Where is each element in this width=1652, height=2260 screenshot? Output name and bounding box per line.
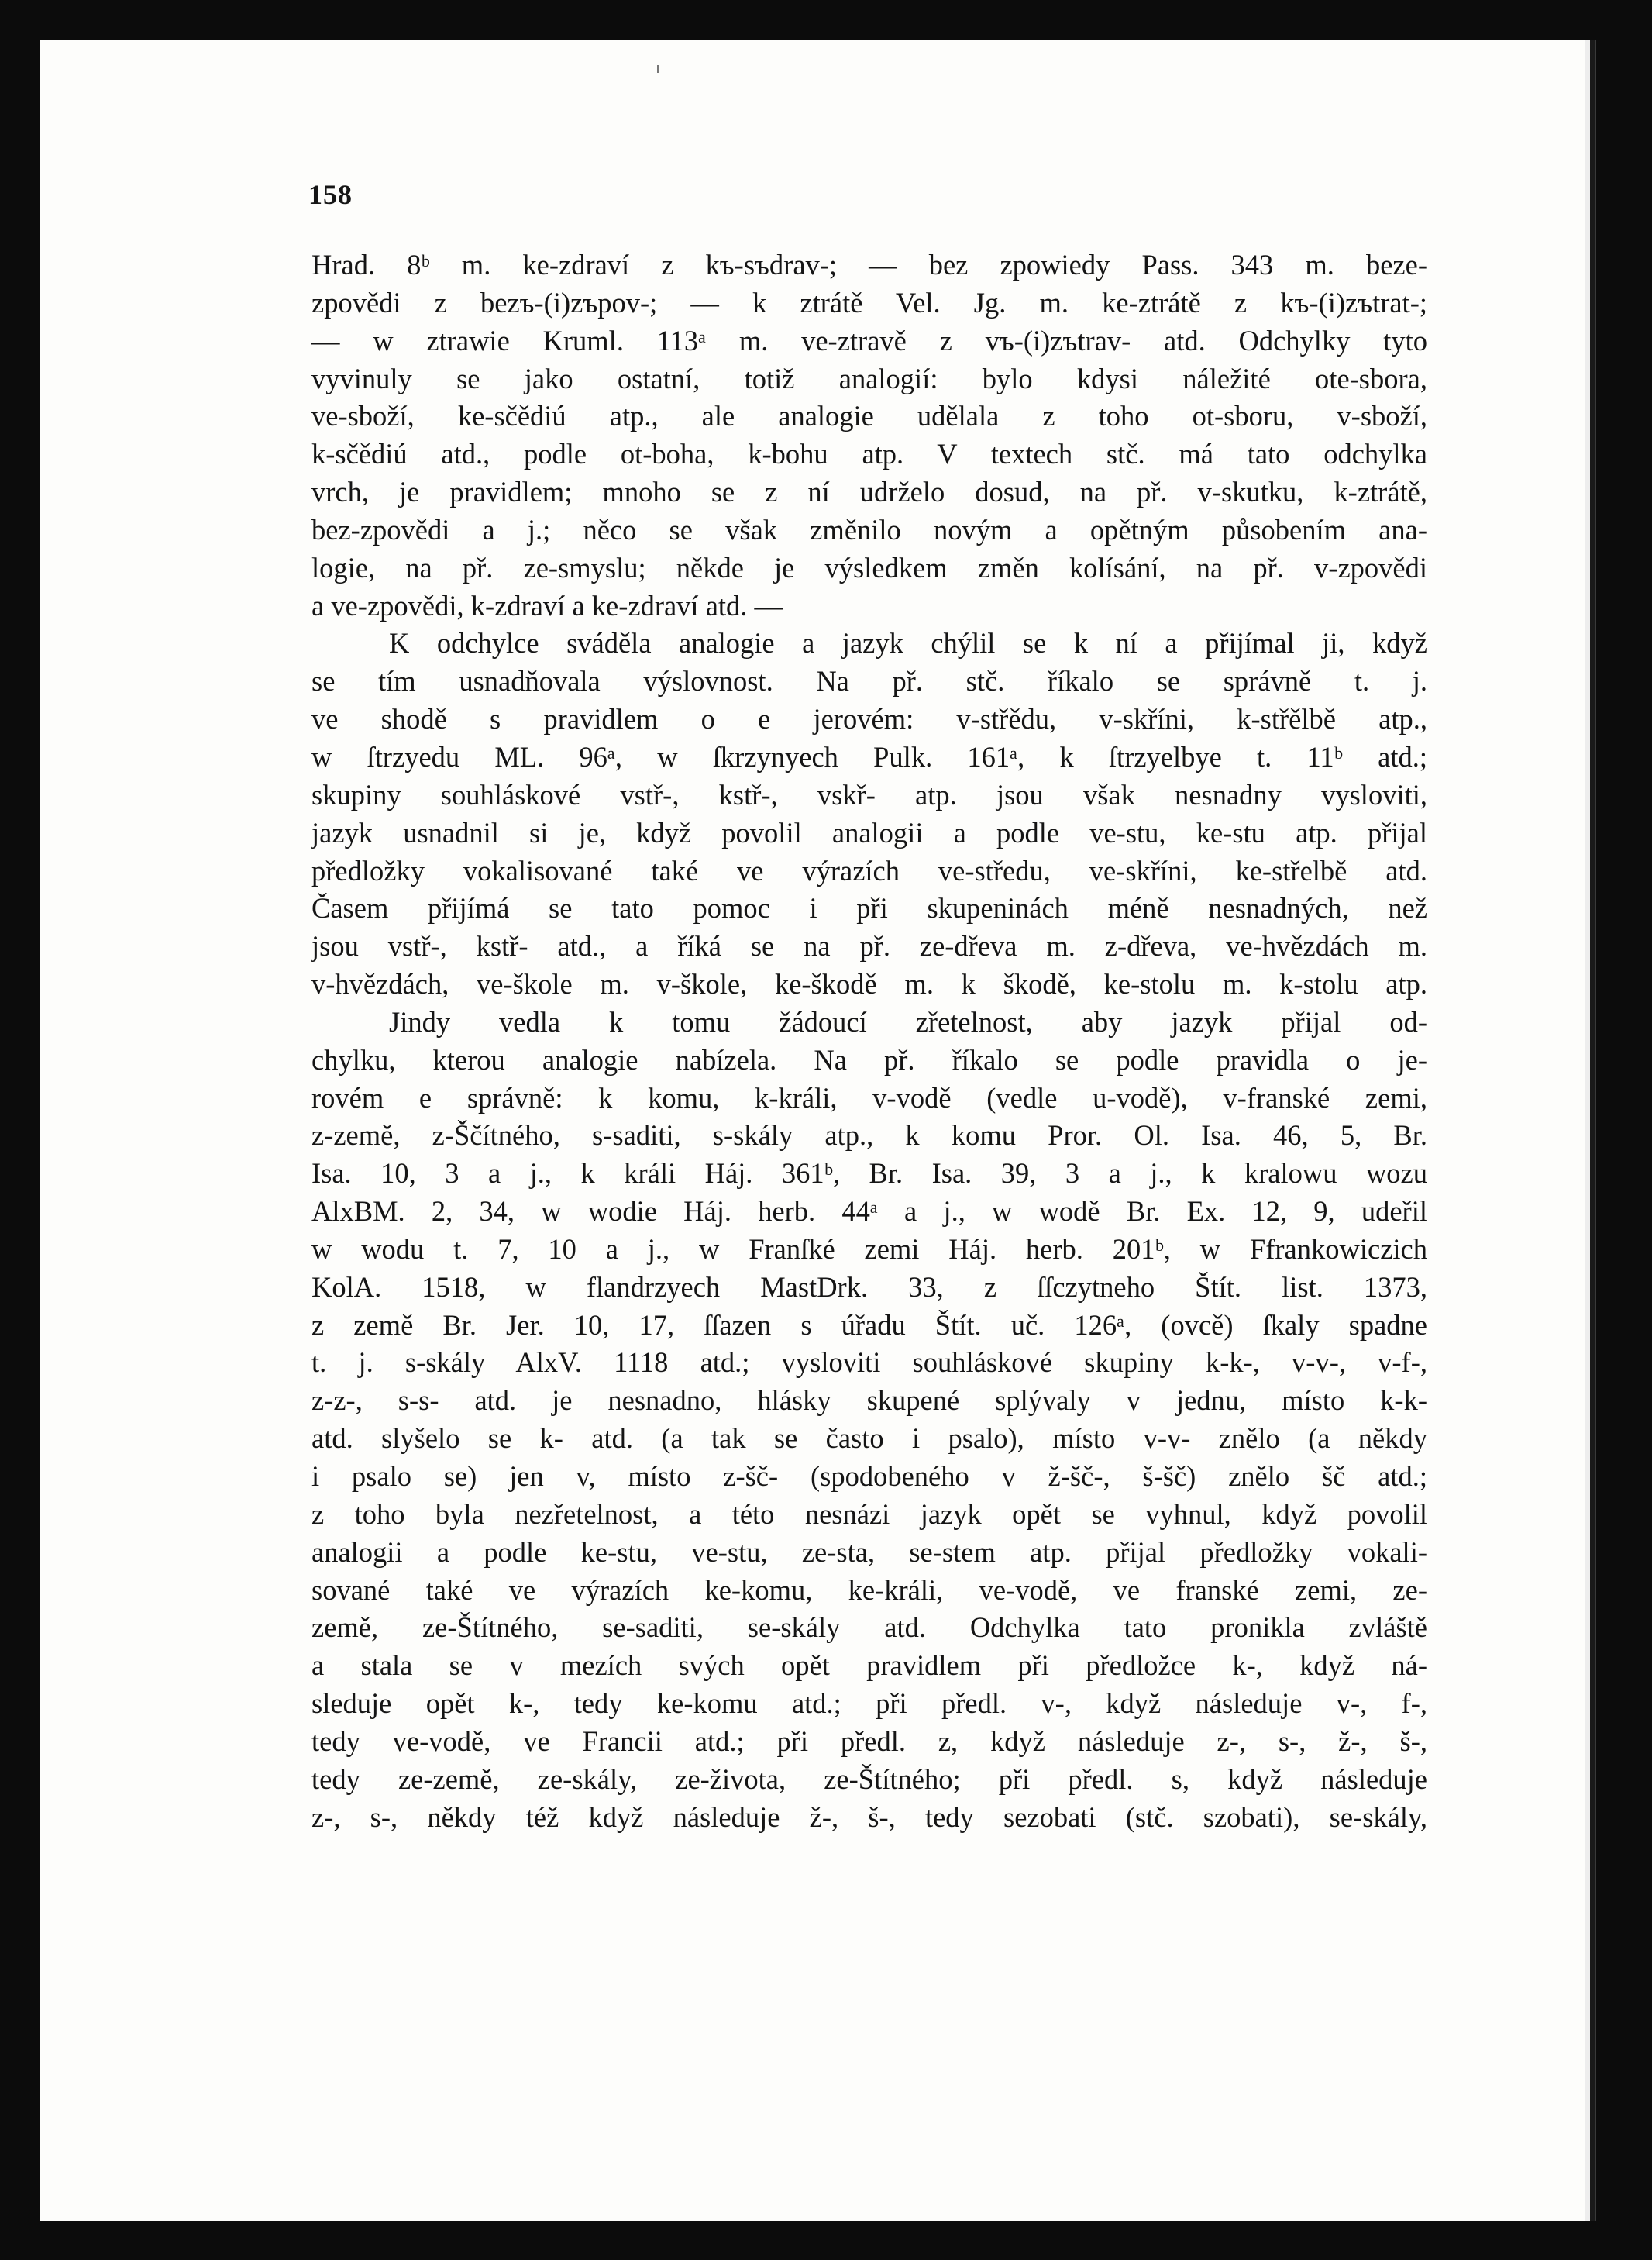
text-line: jsou vstř-, kstř- atd., a říká se na př. ze-dřeva m. z-dřeva, ve-hvězdách m. — [311, 930, 1427, 963]
text-line: tedy ve-vodě, ve Francii atd.; při předl. z, když následuje z-, s-, ž-, š-, — [311, 1724, 1427, 1757]
scan-border-top — [0, 0, 1652, 40]
text-line: k-sčědiú atd., podle ot-boha, k-bohu atp. V textech stč. má tato odchylka — [311, 438, 1427, 470]
text-line: logie, na př. ze-smyslu; někde je výsledkem změn kolísání, na př. v-zpovědi — [311, 551, 1427, 584]
text-line: ve-sboží, ke-sčědiú atp., ale analogie udělala z toho ot-sboru, v-sboží, — [311, 400, 1427, 432]
text-line: jazyk usnadnil si je, když povolil analogii a podle ve-stu, ke-stu atp. přijal — [311, 816, 1427, 849]
text-line: vrch, je pravidlem; mnoho se z ní udrželo dosud, na př. v-skutku, k-ztrátě, — [311, 476, 1427, 508]
page-edge — [1585, 40, 1590, 2221]
text-line: i psalo se) jen v, místo z-šč- (spodobeného v ž-šč-, š-šč) znělo šč atd.; — [311, 1460, 1427, 1492]
text-line: w wodu t. 7, 10 a j., w Franſké zemi Háj. herb. 201ᵇ, w Ffrankowiczich — [311, 1232, 1427, 1265]
scan-border-left — [0, 0, 40, 2260]
text-line: tedy ze-země, ze-skály, ze-života, ze-Štítného; při předl. s, když následuje — [311, 1762, 1427, 1795]
text-line: — w ztrawie Kruml. 113ᵃ m. ve-ztravě z vъ-(i)zъtrav- atd. Odchylky tyto — [311, 324, 1427, 357]
text-line: zpovědi z bezъ-(i)zъpov-; — k ztrátě Vel. Jg. m. ke-ztrátě z kъ-(i)zъtrat-; — [311, 286, 1427, 319]
text-line: skupiny souhláskové vstř-, kstř-, vskř- atp. jsou však nesnadny vysloviti, — [311, 778, 1427, 811]
body-text — [311, 246, 1427, 1836]
text-line: Hrad. 8ᵇ m. ke-zdraví z kъ-sъdrav-; — bez zpowiedy Pass. 343 m. beze- — [311, 249, 1427, 281]
text-line: z-země, z-Ščítného, s-saditi, s-skály atp., k komu Pror. Ol. Isa. 46, 5, Br. — [311, 1119, 1427, 1152]
text-line: rovém e správně: k komu, k-králi, v-vodě (vedle u-vodě), v-franské zemi, — [311, 1081, 1427, 1114]
text-line: vyvinuly se jako ostatní, totiž analogií: bylo kdysi náležité ote-sbora, — [311, 362, 1427, 394]
text-line: předložky vokalisované také ve výrazích ve-středu, ve-skříni, ke-střelbě atd. — [311, 854, 1427, 887]
text-line: z-, s-, někdy též když následuje ž-, š-, tedy sezobati (stč. szobati), se-skály, — [311, 1800, 1427, 1833]
text-line: w ſtrzyedu ML. 96ᵃ, w ſkrzynyech Pulk. 161ᵃ, k ſtrzyelbye t. 11ᵇ atd.; — [311, 740, 1427, 773]
text-line: v-hvězdách, ve-škole m. v-škole, ke-škodě m. k škodě, ke-stolu m. k-stolu atp. — [311, 968, 1427, 1001]
text-line: Časem přijímá se tato pomoc i při skupeninách méně nesnadných, než — [311, 892, 1427, 925]
gutter-line — [1595, 40, 1596, 2221]
text-line: t. j. s-skály AlxV. 1118 atd.; vysloviti souhláskové skupiny k-k-, v-v-, v-f-, — [311, 1346, 1427, 1379]
text-line: ve shodě s pravidlem o e jerovém: v-střědu, v-skříni, k-střělbě atp., — [311, 703, 1427, 736]
text-line: KolA. 1518, w flandrzyech MastDrk. 33, z ſſczytneho Štít. list. 1373, — [311, 1270, 1427, 1303]
text-line: země, ze-Štítného, se-saditi, se-skály atd. Odchylka tato pronikla zvláště — [311, 1611, 1427, 1644]
text-line: z toho byla nezřetelnost, a této nesnázi jazyk opět se vyhnul, když povolil — [311, 1497, 1427, 1530]
text-line: a stala se v mezích svých opět pravidlem při předložce k-, když ná- — [311, 1649, 1427, 1682]
text-line: z-z-, s-s- atd. je nesnadno, hlásky skupené splývaly v jednu, místo k-k- — [311, 1384, 1427, 1417]
text-line: a ve-zpovědi, k-zdraví a ke-zdraví atd. — — [311, 589, 783, 622]
text-line: sleduje opět k-, tedy ke-komu atd.; při předl. v-, když následuje v-, f-, — [311, 1687, 1427, 1720]
text-line: chylku, kterou analogie nabízela. Na př. říkalo se podle pravidla o je- — [311, 1043, 1427, 1076]
paragraph-start-line: K odchylce sváděla analogie a jazyk chýlil se k ní a přijímal ji, když — [389, 627, 1427, 660]
text-line: Isa. 10, 3 a j., k králi Háj. 361ᵇ, Br. Isa. 39, 3 a j., k kralowu wozu — [311, 1157, 1427, 1190]
scan-speck — [657, 65, 659, 73]
text-line: analogii a podle ke-stu, ve-stu, ze-sta, se-stem atp. přijal předložky vokali- — [311, 1535, 1427, 1568]
text-line: sované také ve výrazích ke-komu, ke-králi, ve-vodě, ve franské zemi, ze- — [311, 1573, 1427, 1606]
page-number: 158 — [308, 179, 353, 210]
paragraph-start-line: Jindy vedla k tomu žádoucí zřetelnost, aby jazyk přijal od- — [389, 1005, 1427, 1038]
text-line: atd. slyšelo se k- atd. (a tak se často i psalo), místo v-v- znělo (a někdy — [311, 1422, 1427, 1455]
text-line: z země Br. Jer. 10, 17, ſſazen s úřadu Štít. uč. 126ᵃ, (ovcě) ſkaly spadne — [311, 1308, 1427, 1341]
text-line: bez-zpovědi a j.; něco se však změnilo novým a opětným působením ana- — [311, 513, 1427, 546]
scan-border-bottom — [0, 2221, 1652, 2260]
text-line: se tím usnadňovala výslovnost. Na př. stč. říkalo se správně t. j. — [311, 665, 1427, 698]
text-line: AlxBM. 2, 34, w wodie Háj. herb. 44ᵃ a j., w wodě Br. Ex. 12, 9, udeřil — [311, 1195, 1427, 1228]
scan-border-right — [1595, 0, 1652, 2260]
